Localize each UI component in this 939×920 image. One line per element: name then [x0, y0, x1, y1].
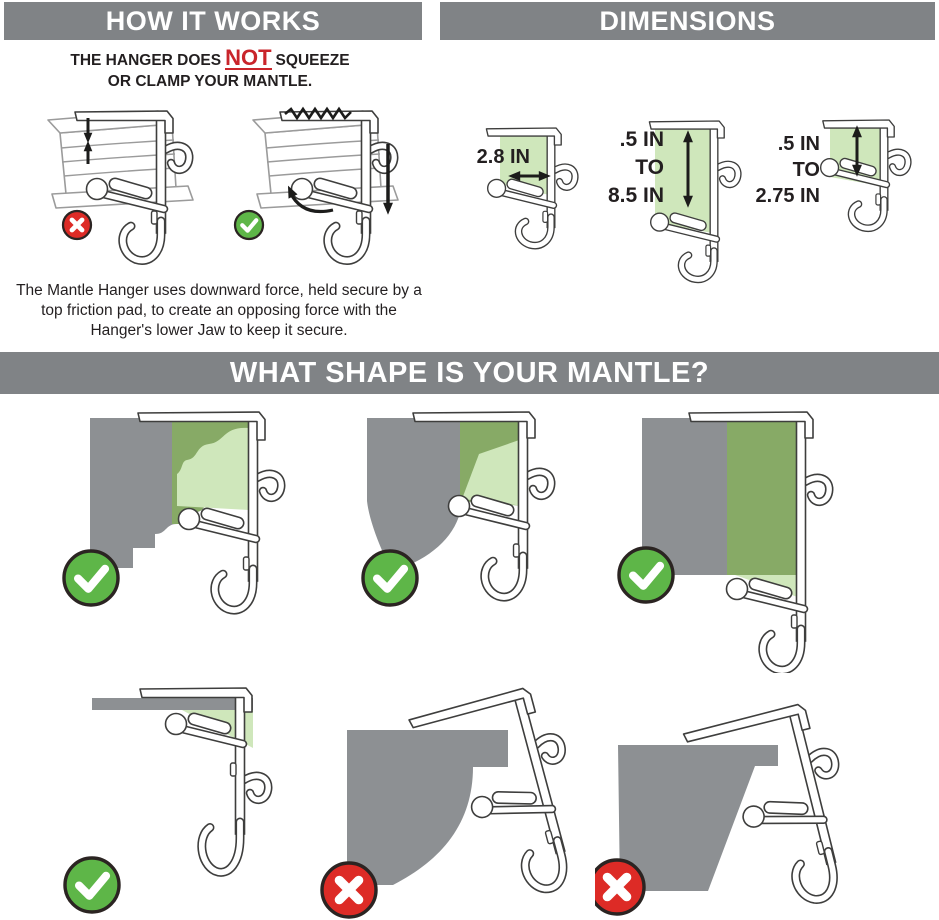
mantle-shape-slanted-bottom [595, 668, 939, 920]
claim-part1: THE HANGER DOES [70, 52, 222, 69]
mantle-shapes-header [0, 352, 939, 394]
mantle-shape-round-bottom [320, 668, 615, 920]
dimension-label-top-depth: 2.8 IN [476, 146, 530, 168]
check-icon [65, 858, 119, 912]
x-icon [595, 860, 644, 914]
dimension-thickness [821, 120, 908, 228]
dimensions-title: DIMENSIONS [599, 5, 776, 36]
check-icon [235, 211, 263, 239]
diagram-how-it-works [30, 98, 410, 278]
check-icon [619, 548, 673, 602]
mantle-shape-thin-shelf [55, 668, 325, 918]
claim-part2: SQUEEZE [275, 52, 350, 69]
x-icon [322, 863, 376, 917]
check-icon [64, 551, 118, 605]
how-it-works-header [4, 2, 422, 40]
dimensions-header [440, 2, 935, 40]
not-emphasis: NOT [225, 45, 272, 70]
how-it-works-description: The Mantle Hanger uses downward force, held secure by a top friction pad, to create an opposing force with the Hanger's lower Jaw to keep it secure. [16, 282, 422, 339]
hanger-squeezing-mantle [48, 111, 193, 261]
dimension-label-thickness: .5 IN TO 2.75 IN [755, 133, 820, 207]
no-squeeze-claim [10, 45, 410, 92]
claim-line2: OR CLAMP YOUR MANTLE. [107, 73, 313, 90]
mantle-shape-square [615, 398, 915, 673]
diagram-dimensions [440, 95, 939, 310]
hanger-downward-force-with-friction-pad [235, 109, 398, 261]
mantle-shape-cove-profile [340, 398, 610, 643]
mantle-shapes-title: WHAT SHAPE IS YOUR MANTLE? [229, 356, 710, 389]
mantle-shape-crown-molding [55, 398, 325, 643]
x-icon [63, 211, 91, 239]
check-icon [363, 551, 417, 605]
dimension-label-front-drop: .5 IN TO 8.5 IN [607, 128, 664, 207]
how-it-works-title: HOW IT WORKS [105, 5, 321, 36]
